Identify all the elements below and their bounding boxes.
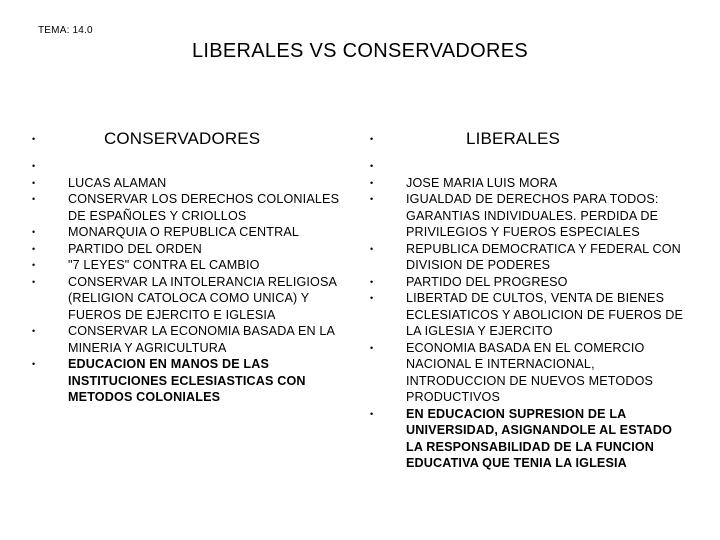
liberales-heading: LIBERALES <box>466 129 560 148</box>
bullet-icon: • <box>370 276 374 287</box>
list-item <box>28 356 348 406</box>
list-item-text: CONSERVAR LA ECONOMIA BASADA EN LA MINERIA Y AGRICULTURA <box>68 324 335 355</box>
bullet-icon: • <box>370 134 374 144</box>
bullet-icon: • <box>32 227 36 237</box>
list-item <box>28 257 348 274</box>
bullet-icon: • <box>32 161 36 171</box>
list-item <box>366 274 686 291</box>
bullet-icon: • <box>32 359 36 369</box>
list-item <box>366 241 686 274</box>
list-item <box>28 274 348 324</box>
list-item-text: EDUCACION EN MANOS DE LAS INSTITUCIONES ECLESIASTICAS CON METODOS COLONIALES <box>68 357 306 404</box>
list-item-text: REPUBLICA DEMOCRATICA Y FEDERAL CON DIVISION DE PODERES <box>406 241 681 272</box>
bullet-icon: • <box>370 177 374 188</box>
list-item-text <box>68 158 348 175</box>
list-item-text: EN EDUCACION SUPRESION DE LA UNIVERSIDAD, ASIGNANDOLE AL ESTADO LA RESPONSABILIDAD DE LA FUNCION EDUCATIVA QUE TENIA LA IGLESIA <box>406 406 673 470</box>
column-heading-row <box>366 128 686 150</box>
liberales-column <box>366 128 686 472</box>
list-item <box>28 323 348 356</box>
bullet-icon: • <box>32 243 36 254</box>
list-item-text: LUCAS ALAMAN <box>68 175 167 190</box>
bullet-icon: • <box>32 194 36 204</box>
bullet-icon: • <box>370 342 374 353</box>
column-heading-row <box>28 128 348 150</box>
list-item-text: CONSERVAR LA INTOLERANCIA RELIGIOSA (RELIGION CATOLOCA COMO UNICA) Y FUEROS DE EJERCITO E IGLESIA <box>68 274 337 322</box>
conservadores-column <box>28 128 348 406</box>
bullet-icon: • <box>370 293 374 303</box>
bullet-icon: • <box>370 243 374 254</box>
bullet-icon: • <box>32 134 36 144</box>
bullet-icon: • <box>32 276 36 287</box>
list-item-text: JOSE MARIA LUIS MORA <box>406 175 558 190</box>
list-item <box>28 224 348 241</box>
list-item <box>28 158 348 175</box>
list-item <box>366 406 686 472</box>
list-item-text <box>406 158 686 175</box>
list-item-text: IGUALDAD DE DERECHOS PARA TODOS: GARANTIAS INDIVIDUALES. PERDIDA DE PRIVILEGIOS Y FUEROS ESPECIALES <box>406 192 659 239</box>
topic-label: TEMA: 14.0 <box>38 25 93 36</box>
list-item-text: PARTIDO DEL ORDEN <box>68 241 202 256</box>
list-item <box>366 290 686 340</box>
conservadores-heading: CONSERVADORES <box>104 129 261 148</box>
list-item-text: CONSERVAR LOS DERECHOS COLONIALES DE ESPAÑOLES Y CRIOLLOS <box>68 192 340 223</box>
bullet-icon: • <box>32 177 36 188</box>
list-item <box>28 241 348 258</box>
bullet-icon: • <box>32 260 36 270</box>
list-item <box>366 175 686 192</box>
list-item-text: ECONOMIA BASADA EN EL COMERCIO NACIONAL E INTERNACIONAL, INTRODUCCION DE NUEVOS METODOS PRODUCTIVOS <box>406 340 654 404</box>
list-item <box>28 191 348 224</box>
page-title: LIBERALES VS CONSERVADORES <box>191 40 529 62</box>
bullet-icon: • <box>370 161 374 171</box>
list-item <box>28 175 348 192</box>
bullet-icon: • <box>370 194 374 204</box>
list-item-text: "7 LEYES" CONTRA EL CAMBIO <box>68 258 260 272</box>
list-item <box>366 158 686 175</box>
list-item <box>366 191 686 241</box>
bullet-icon: • <box>370 408 374 419</box>
list-item-text: LIBERTAD DE CULTOS, VENTA DE BIENES ECLESIATICOS Y ABOLICION DE FUEROS DE LA IGLESIA Y EJERCITO <box>406 291 684 338</box>
bullet-icon: • <box>32 326 36 336</box>
list-item-text: PARTIDO DEL PROGRESO <box>406 274 568 289</box>
list-item-text: MONARQUIA O REPUBLICA CENTRAL <box>68 225 300 239</box>
list-item <box>366 340 686 406</box>
